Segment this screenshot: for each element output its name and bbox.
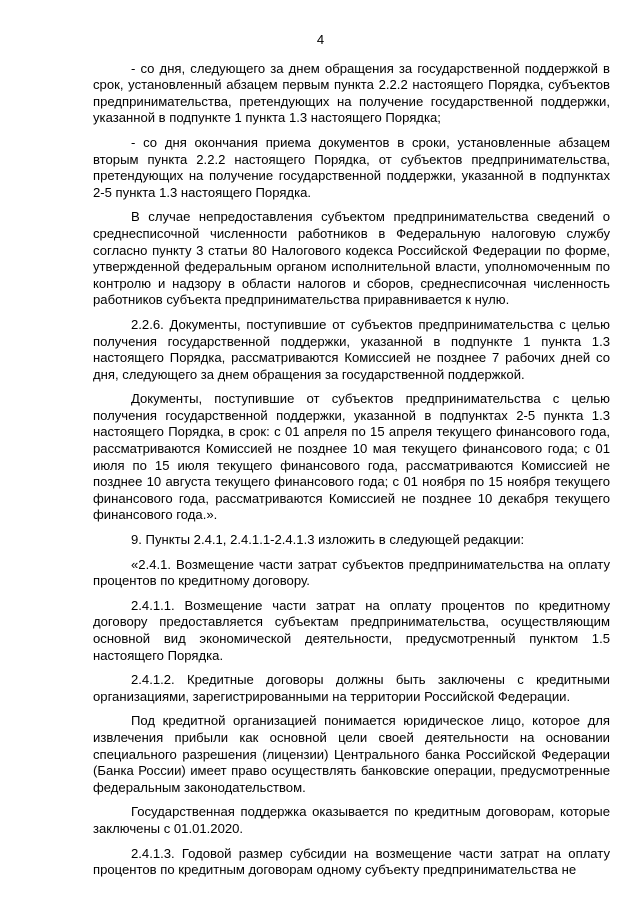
paragraph: 2.4.1.3. Годовой размер субсидии на возмещение части затрат на оплату процентов по кредитным договорам одному субъекту предпринимательства не: [93, 845, 610, 878]
paragraph: «2.4.1. Возмещение части затрат субъектов предпринимательства на оплату процентов по кредитному договору.: [93, 556, 610, 589]
page-number: 4: [316, 32, 325, 47]
paragraph: - со дня окончания приема документов в сроки, установленные абзацем вторым пункта 2.2.2 настоящего Порядка, от субъектов предпринимательства, претендующих на получение государственной поддержки, указанной в подпунктах 2-5 пункта 1.3 настоящего Порядка.: [93, 134, 610, 200]
paragraph: Под кредитной организацией понимается юридическое лицо, которое для извлечения прибыли как основной цели своей деятельности на основании специального разрешения (лицензии) Центрального банка Российской Федерации (Банка России) имеет право осуществлять банковские операции, предусмотренные федеральным законодательством.: [93, 713, 610, 795]
paragraph: 2.4.1.1. Возмещение части затрат на оплату процентов по кредитному договору предоставляется субъектам предпринимательства, осуществляющим основной вид экономической деятельности, предусмотренный пунктом 1.5 настоящего Порядка.: [93, 597, 610, 663]
paragraph: 2.4.1.2. Кредитные договоры должны быть заключены с кредитными организациями, зарегистрированными на территории Российской Федерации.: [93, 672, 610, 704]
paragraph: Документы, поступившие от субъектов предпринимательства с целью получения государственной поддержки, указанной в подпунктах 2-5 пункта 1.3 настоящего Порядка, в срок: с 01 апреля по 15 апреля текущего финансового года, рассматриваются Комиссией не позднее 10 мая текущего финансового года; с 01 июля по 15 июля текущего финансового года, рассматриваются Комиссией не позднее 10 августа текущего финансового года; с 01 ноября по 15 ноября текущего финансового года, рассматриваются Комиссией не позднее 10 декабря текущего финансового года.».: [93, 391, 610, 523]
paragraph: В случае непредоставления субъектом предпринимательства сведений о среднесписочной численности работников в Федеральную налоговую службу согласно пункту 3 статьи 80 Налогового кодекса Российской Федерации по форме, утвержденной федеральным органом исполнительной власти, уполномоченным по контролю и надзору в области налогов и сборов, среднесписочная численность работников субъекта предпринимательства приравнивается к нулю.: [93, 209, 610, 308]
paragraph: 9. Пункты 2.4.1, 2.4.1.1-2.4.1.3 изложить в следующей редакции:: [131, 532, 525, 548]
paragraph: - со дня, следующего за днем обращения за государственной поддержкой в срок, установленный абзацем первым пункта 2.2.2 настоящего Порядка, субъектов предпринимательства, претендующих на получение государственной поддержки, указанной в подпункте 1 пункта 1.3 настоящего Порядка;: [93, 60, 610, 126]
paragraph: 2.2.6. Документы, поступившие от субъектов предпринимательства с целью получения государственной поддержки, указанной в подпункте 1 пункта 1.3 настоящего Порядка, рассматриваются Комиссией не позднее 7 рабочих дней со дня, следующего за днем обращения за государственной поддержкой.: [93, 316, 610, 382]
paragraph: Государственная поддержка оказывается по кредитным договорам, которые заключены с 01.01.2020.: [93, 804, 610, 836]
